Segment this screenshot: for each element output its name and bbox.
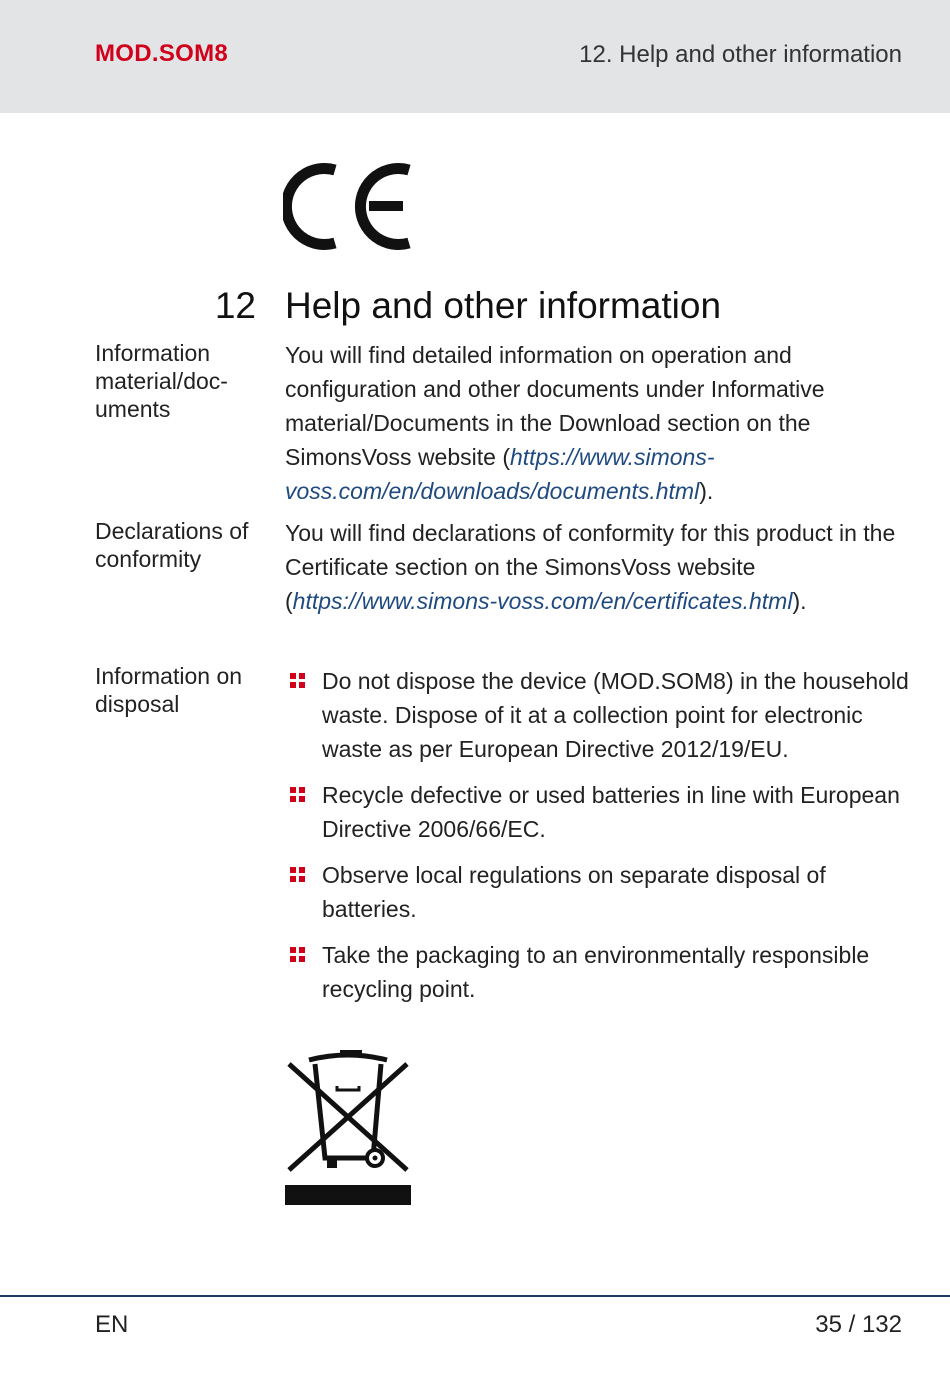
bullet-square-icon	[290, 787, 306, 803]
list-item	[285, 664, 910, 766]
certificates-link[interactable]: https://www.simons-voss.com/en/certificates.html	[292, 588, 793, 614]
disposal-item-text: Observe local regulations on separate disposal of batteries.	[322, 862, 826, 922]
list-item	[285, 778, 910, 846]
footer-rule	[0, 1295, 950, 1297]
bullet-square-icon	[290, 867, 306, 883]
conformity-text	[285, 516, 910, 618]
conformity-text-after: ).	[792, 588, 807, 614]
ce-mark-icon	[283, 158, 415, 256]
page-header	[0, 0, 950, 113]
conformity-text-before: You will find declarations of conformity for this product in the Certificate section on the SimonsVoss website (	[285, 520, 896, 614]
brand-label: MOD.SOM8	[95, 40, 229, 67]
disposal-item-text: Recycle defective or used batteries in line with European Directive 2006/66/EC.	[322, 782, 900, 842]
list-item	[285, 938, 910, 1006]
disposal-item-text: Do not dispose the device (MOD.SOM8) in the household waste. Dispose of it at a collection point for electronic waste as per European Directive 2012/19/EU.	[322, 668, 909, 762]
footer-page-number: 35 / 132	[815, 1311, 902, 1338]
footer-language: EN	[95, 1311, 129, 1338]
info-text-before: You will find detailed information on operation and configuration and other documents under Informative material/Documents in the Download section on the SimonsVoss website (	[285, 342, 825, 470]
conformity-label: Declarations of conformity	[95, 518, 249, 572]
crossed-out-wheelie-bin-icon	[285, 1050, 411, 1206]
info-material-text	[285, 338, 910, 508]
chapter-number: 12	[214, 285, 256, 326]
info-material-label: Information material/documents	[95, 340, 228, 422]
disposal-item-text: Take the packaging to an environmentally responsible recycling point.	[322, 942, 870, 1002]
chapter-title: Help and other information	[285, 285, 722, 326]
header-section-title: 12. Help and other information	[579, 41, 902, 68]
bullet-square-icon	[290, 947, 306, 963]
bullet-square-icon	[290, 673, 306, 689]
list-item	[285, 858, 910, 926]
disposal-list	[285, 664, 910, 1018]
disposal-label: Information on disposal	[95, 663, 243, 717]
info-text-after: ).	[699, 478, 714, 504]
downloads-link[interactable]: https://www.simons-voss.com/en/downloads/documents.html	[285, 444, 715, 504]
